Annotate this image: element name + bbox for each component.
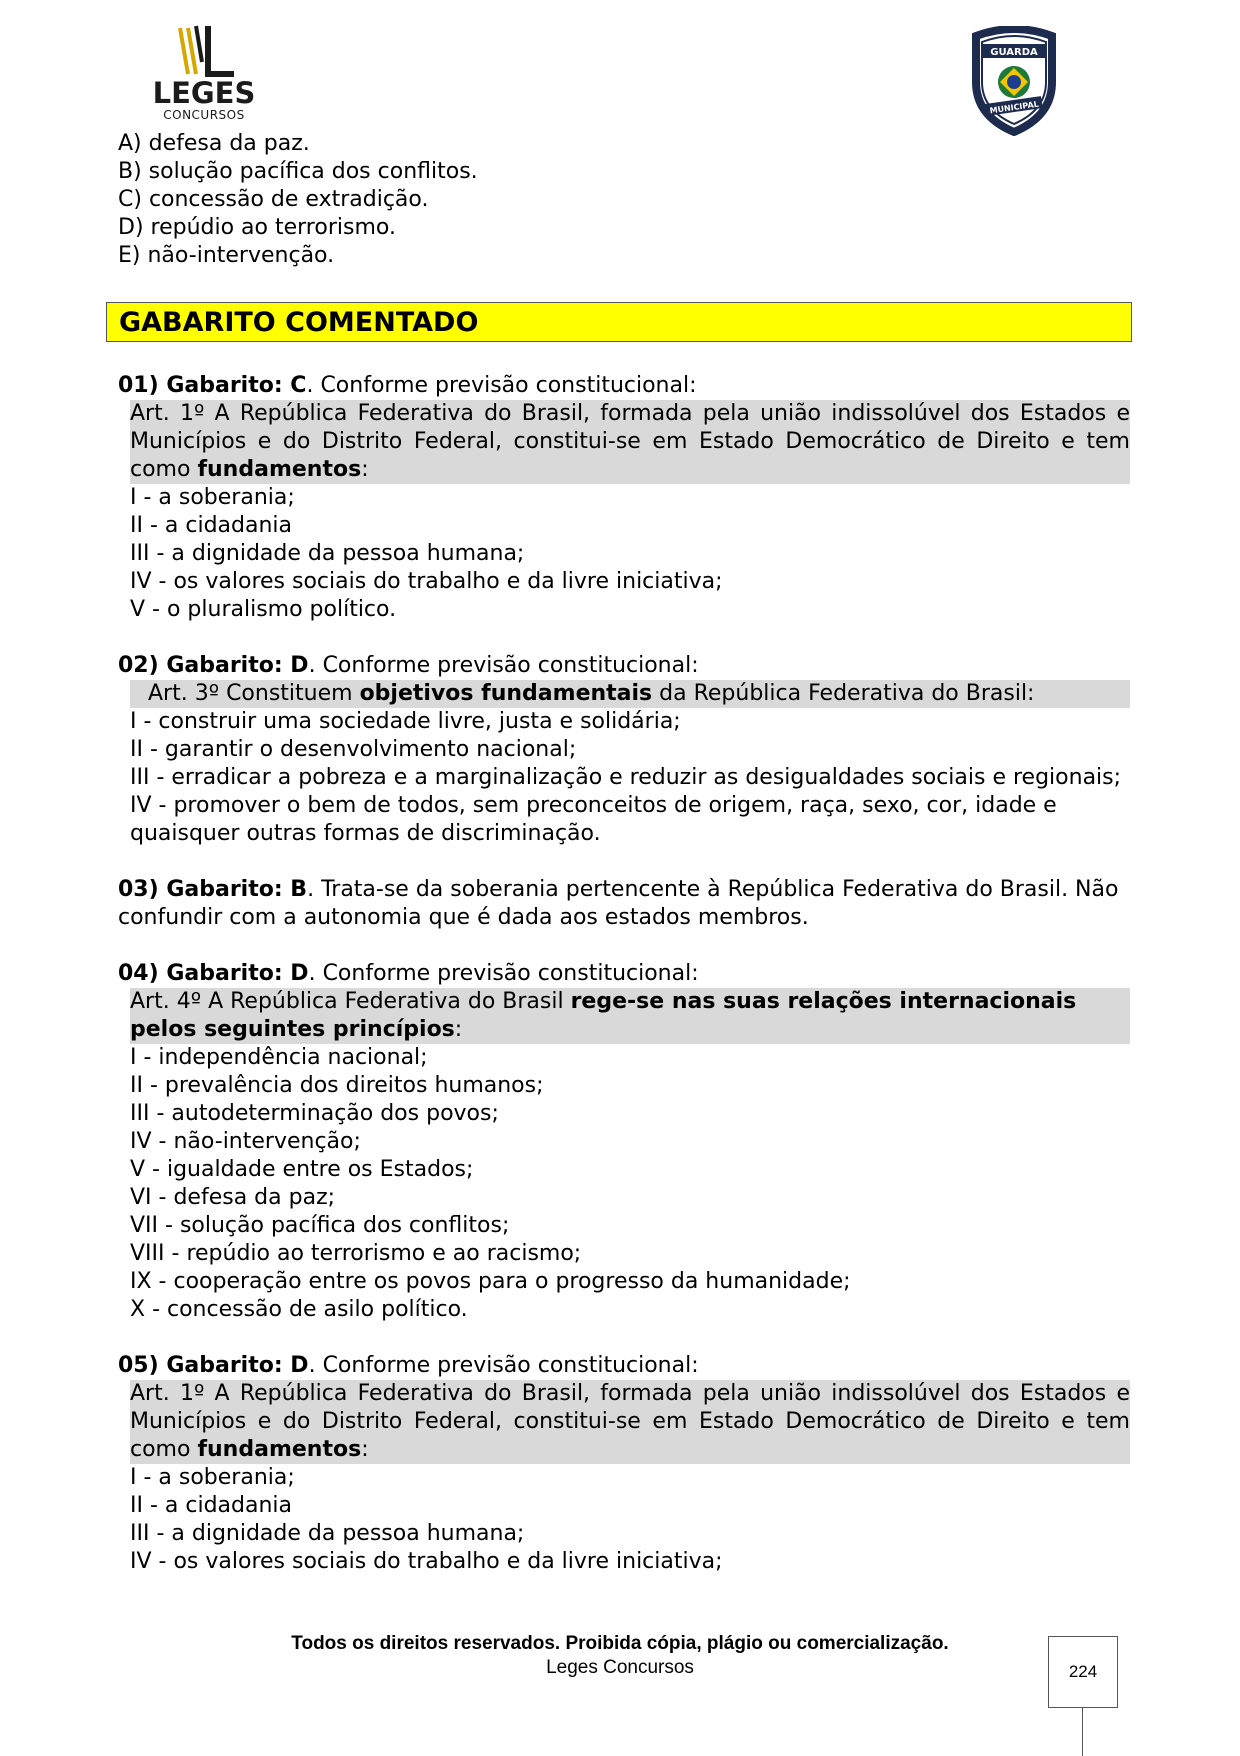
answer-5-item: IV - os valores sociais do trabalho e da livre iniciativa; bbox=[130, 1549, 723, 1574]
answer-1-article-bold: fundamentos bbox=[197, 457, 362, 482]
answer-4-article bbox=[130, 988, 1130, 1044]
answer-2-item: IV - promover o bem de todos, sem preconceitos de origem, raça, sexo, cor, idade e quaisquer outras formas de discriminação. bbox=[130, 793, 1057, 846]
copyright-notice: Todos os direitos reservados. Proibida cópia, plágio ou comercialização. bbox=[291, 1633, 949, 1654]
answer-4-heading bbox=[118, 960, 1122, 988]
answer-2-article bbox=[130, 680, 1130, 708]
answer-5-article-text: Art. 1º A República Federativa do Brasil, formada pela união indissolúvel dos Estados e Municípios e do Distrito Federal, constitui-se em Estado Democrático de Direito e tem como bbox=[130, 1381, 1130, 1462]
answer-4-item: VII - solução pacífica dos conflitos; bbox=[130, 1213, 510, 1238]
answer-2-item: III - erradicar a pobreza e a marginalização e reduzir as desigualdades sociais e regionais; bbox=[130, 765, 1122, 790]
answer-4-article-bold: rege-se nas suas relações internacionais pelos seguintes princípios bbox=[130, 989, 1077, 1042]
leges-logo-mark-icon bbox=[150, 22, 260, 78]
answer-4-item: VIII - repúdio ao terrorismo e ao racismo; bbox=[130, 1241, 582, 1266]
answer-4-text: . Conforme previsão constitucional: bbox=[308, 961, 699, 986]
badge-top-text: GUARDA bbox=[990, 47, 1038, 58]
answer-1-article bbox=[130, 400, 1130, 484]
answer-5-heading bbox=[118, 1352, 1122, 1380]
answer-1-label: 01) Gabarito: C bbox=[118, 373, 307, 398]
answer-2-heading bbox=[118, 652, 1122, 680]
answer-1-item: II - a cidadania bbox=[130, 513, 293, 538]
page-footer bbox=[200, 1632, 1040, 1680]
answer-5-article-end: : bbox=[361, 1437, 369, 1462]
answer-5-article-bold: fundamentos bbox=[197, 1437, 362, 1462]
answer-3-text: . Trata-se da soberania pertencente à República Federativa do Brasil. Não confundir com a autonomia que é dada aos estados membros. bbox=[118, 877, 1119, 930]
answer-4-article-end: : bbox=[454, 1017, 463, 1042]
section-title: GABARITO COMENTADO bbox=[106, 302, 1132, 342]
option-e: E) não-intervenção. bbox=[118, 243, 335, 268]
answer-4-item: III - autodeterminação dos povos; bbox=[130, 1101, 499, 1126]
shield-badge-icon bbox=[968, 26, 1060, 136]
answer-4-item: VI - defesa da paz; bbox=[130, 1185, 336, 1210]
answer-4-label: 04) Gabarito: D bbox=[118, 961, 309, 986]
logo-wordmark: LEGES bbox=[152, 76, 256, 110]
answer-1-item: III - a dignidade da pessoa humana; bbox=[130, 541, 525, 566]
answer-2-text: . Conforme previsão constitucional: bbox=[308, 653, 699, 678]
answer-5-label: 05) Gabarito: D bbox=[118, 1353, 309, 1378]
answer-4-item: IV - não-intervenção; bbox=[130, 1129, 361, 1154]
answer-4-item: V - igualdade entre os Estados; bbox=[130, 1157, 474, 1182]
answer-4-item: I - independência nacional; bbox=[130, 1045, 428, 1070]
answer-key-content bbox=[118, 372, 1130, 1576]
answer-2-article-end: da República Federativa do Brasil: bbox=[652, 681, 1035, 706]
answer-5-item: III - a dignidade da pessoa humana; bbox=[130, 1521, 525, 1546]
answer-5-text: . Conforme previsão constitucional: bbox=[308, 1353, 699, 1378]
option-a: A) defesa da paz. bbox=[118, 131, 310, 156]
answer-2-label: 02) Gabarito: D bbox=[118, 653, 309, 678]
answer-5-article bbox=[130, 1380, 1130, 1464]
option-b: B) solução pacífica dos conflitos. bbox=[118, 159, 478, 184]
answer-2-article-text: Art. 3º Constituem bbox=[148, 681, 360, 706]
leges-logo bbox=[150, 22, 260, 122]
answer-5-item: II - a cidadania bbox=[130, 1493, 293, 1518]
option-d: D) repúdio ao terrorismo. bbox=[118, 215, 396, 240]
page-number: 224 bbox=[1048, 1636, 1118, 1708]
answer-4-item: X - concessão de asilo político. bbox=[130, 1297, 468, 1322]
page-number-rule bbox=[1082, 1708, 1083, 1756]
option-c: C) concessão de extradição. bbox=[118, 187, 429, 212]
answer-3-heading bbox=[118, 876, 1122, 932]
answer-1-item: I - a soberania; bbox=[130, 485, 295, 510]
answer-4-item: IX - cooperação entre os povos para o progresso da humanidade; bbox=[130, 1269, 851, 1294]
answer-1-text: . Conforme previsão constitucional: bbox=[306, 373, 697, 398]
answer-2-article-bold: objetivos fundamentais bbox=[359, 681, 653, 706]
badge-bottom-text: MUNICIPAL bbox=[989, 99, 1040, 116]
answer-options bbox=[118, 130, 478, 270]
guarda-municipal-badge bbox=[968, 26, 1060, 136]
answer-5-item: I - a soberania; bbox=[130, 1465, 295, 1490]
answer-2-item: II - garantir o desenvolvimento nacional; bbox=[130, 737, 577, 762]
answer-2-item: I - construir uma sociedade livre, justa e solidária; bbox=[130, 709, 681, 734]
answer-1-heading bbox=[118, 372, 1122, 400]
answer-1-article-end: : bbox=[361, 457, 369, 482]
answer-1-item: IV - os valores sociais do trabalho e da livre iniciativa; bbox=[130, 569, 723, 594]
logo-subtitle: CONCURSOS bbox=[163, 108, 245, 122]
answer-4-item: II - prevalência dos direitos humanos; bbox=[130, 1073, 544, 1098]
answer-1-article-text: Art. 1º A República Federativa do Brasil, formada pela união indissolúvel dos Estados e Municípios e do Distrito Federal, constitui-se em Estado Democrático de Direito e tem como bbox=[130, 401, 1130, 482]
answer-4-article-text: Art. 4º A República Federativa do Brasil bbox=[130, 989, 571, 1014]
answer-3-label: 03) Gabarito: B bbox=[118, 877, 308, 902]
answer-1-item: V - o pluralismo político. bbox=[130, 597, 397, 622]
footer-company: Leges Concursos bbox=[546, 1657, 694, 1678]
